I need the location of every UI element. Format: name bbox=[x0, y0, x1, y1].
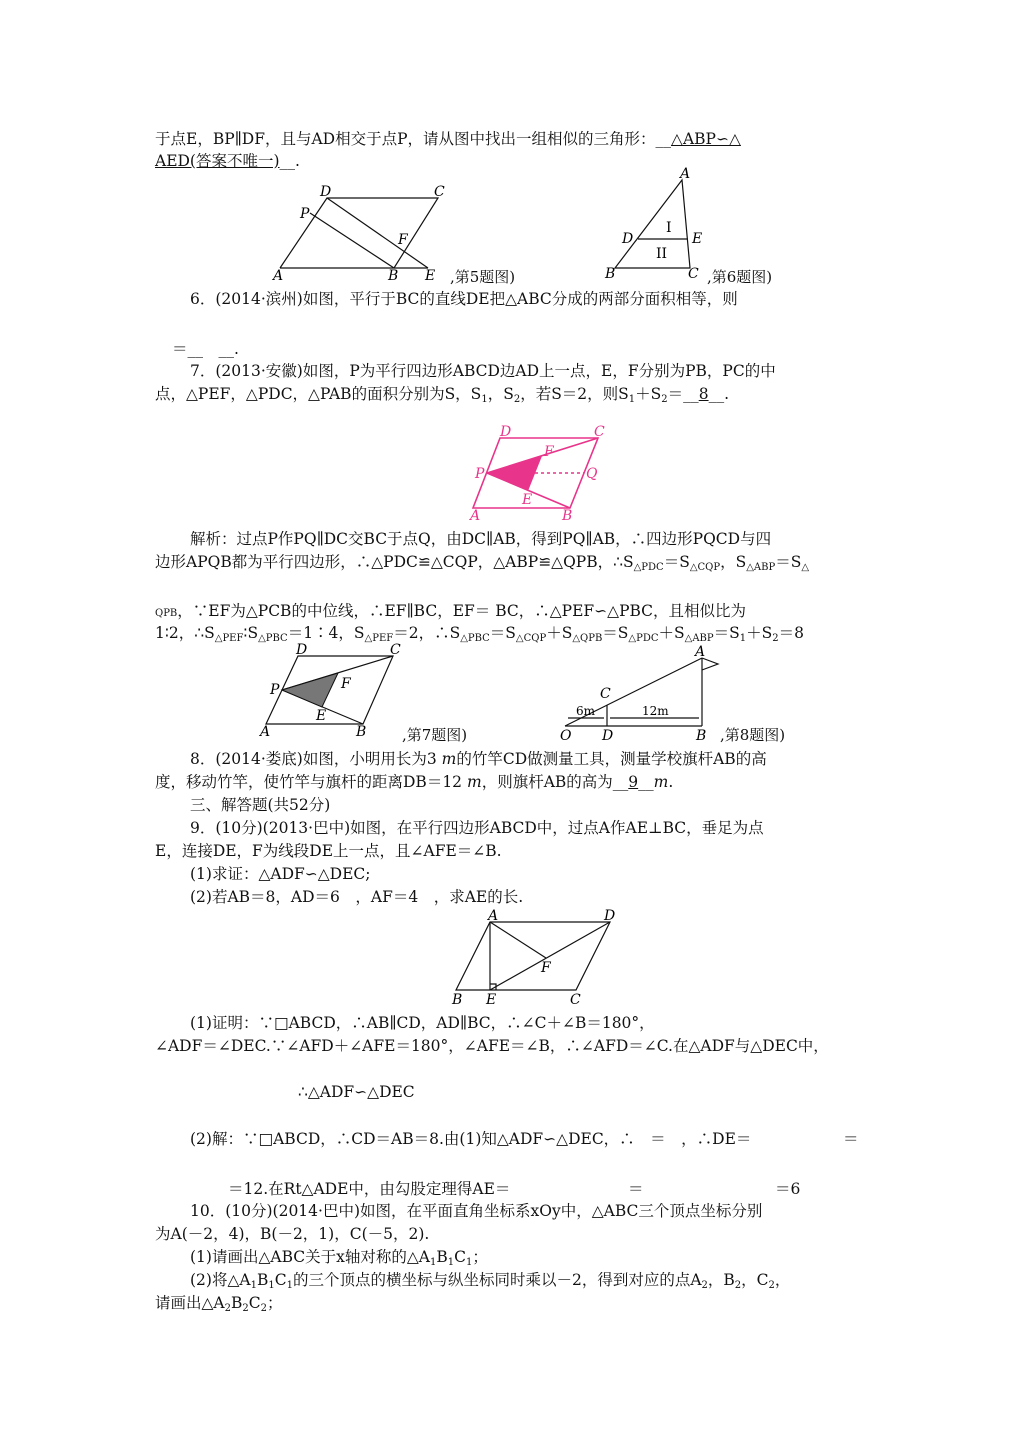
subscript: 2 bbox=[242, 1303, 249, 1314]
caption-fig7: ,第7题图) bbox=[402, 726, 468, 744]
label-p: P bbox=[300, 206, 310, 222]
question-10-line2: 为A(－2，4)，B(－2，1)，C(－5，2). bbox=[155, 1225, 430, 1243]
solution-line2 bbox=[155, 551, 809, 579]
answer: AED(答案不唯一) bbox=[155, 152, 280, 170]
unit: m bbox=[441, 750, 457, 768]
label-f: F bbox=[398, 232, 408, 248]
label-d: D bbox=[604, 908, 616, 924]
subscript: △PBC bbox=[258, 633, 288, 644]
section-heading: 三、解答题(共52分) bbox=[190, 796, 331, 814]
figure-7-colored bbox=[470, 424, 620, 524]
question-6 bbox=[190, 288, 738, 310]
label-f: F bbox=[541, 960, 551, 976]
question-10: 10．(10分)(2014·巴中)如图，在平面直角坐标系xOy中，△ABC三个顶点坐标分别 bbox=[190, 1202, 763, 1220]
proof-line2: ∠ADF＝∠DEC.∵∠AFD＋∠AFE＝180°，∠AFE＝∠B，∴∠AFD＝∠C.在△ADF与△DEC中， bbox=[155, 1037, 829, 1055]
text: (2)将△A bbox=[190, 1271, 251, 1289]
text: ＝S bbox=[602, 624, 629, 642]
text: ，则旗杆AB的高为__ bbox=[481, 773, 629, 791]
text: __. bbox=[708, 385, 729, 403]
label-d: D bbox=[622, 231, 634, 247]
subscript: 1 bbox=[286, 1280, 293, 1291]
text: 7．(2013·安徽)如图，P为平行四边形ABCD边AD上一点，E，F分别为PB，PC的中 bbox=[190, 362, 776, 380]
triangle-abc bbox=[615, 180, 690, 268]
label-e: E bbox=[692, 231, 703, 247]
label-d: D bbox=[602, 728, 614, 744]
text: (2)解：∵□ABCD，∴CD＝AB＝8.由(1)知△ADF∽△DEC，∴ ＝ ，∴DE＝ bbox=[190, 1130, 752, 1148]
text: ，若S＝2，则S bbox=[520, 385, 629, 403]
text: 1∶2，∴S bbox=[155, 624, 215, 642]
subscript: 1 bbox=[465, 1257, 473, 1268]
subscript: △ABP bbox=[684, 633, 714, 644]
text: ＝2，∴S bbox=[393, 624, 461, 642]
subscript: 1 bbox=[739, 633, 747, 644]
subscript: 2 bbox=[772, 633, 779, 644]
question-7 bbox=[190, 360, 776, 382]
triangle-pef bbox=[487, 456, 542, 491]
text: ＝S bbox=[489, 624, 516, 642]
label-p: P bbox=[475, 466, 485, 482]
solution-part2-line2: ＝12.在Rt△ADE中，由勾股定理得AE＝ bbox=[228, 1180, 511, 1198]
subscript: QPB bbox=[155, 608, 178, 619]
text: ＋S bbox=[546, 624, 573, 642]
solution-part2-result: ＝6 bbox=[775, 1180, 801, 1198]
label-c: C bbox=[688, 266, 699, 282]
segment-de bbox=[490, 922, 610, 990]
solution-part2-eq: ＝ bbox=[843, 1130, 859, 1148]
answer: △ABP∽△ bbox=[671, 130, 741, 148]
figure-5 bbox=[270, 184, 470, 284]
label-b: B bbox=[696, 728, 707, 744]
text: ＋S bbox=[746, 624, 773, 642]
label-f: F bbox=[544, 444, 554, 460]
label-e: E bbox=[316, 708, 327, 724]
text: ，C bbox=[741, 1271, 769, 1289]
text: 8．(2014·娄底)如图，小明用长为3 bbox=[190, 750, 442, 768]
unit: m bbox=[653, 773, 669, 791]
label-c: C bbox=[600, 686, 611, 702]
text: 请画出△A bbox=[155, 1294, 225, 1312]
text: C bbox=[454, 1248, 466, 1266]
label-12m: 12m bbox=[642, 704, 669, 718]
figure-8 bbox=[560, 644, 730, 744]
text: ＝__ __. bbox=[172, 340, 239, 358]
label-6m: 6m bbox=[576, 704, 596, 718]
text: ，S bbox=[487, 385, 514, 403]
text: . bbox=[668, 773, 674, 791]
label-f: F bbox=[341, 676, 351, 692]
text: B bbox=[231, 1294, 243, 1312]
text: B bbox=[256, 1271, 269, 1289]
label-a: A bbox=[273, 268, 284, 284]
text: 于点E，BP∥DF，且与AD相交于点P，请从图中找出一组相似的三角形：__ bbox=[155, 130, 672, 148]
unit: m bbox=[466, 773, 482, 791]
text: ，S bbox=[720, 553, 747, 571]
label-p: P bbox=[270, 682, 280, 698]
label-q: Q bbox=[586, 466, 598, 482]
text: C bbox=[274, 1271, 287, 1289]
question-9-part1: (1)求证：△ADF∽△DEC; bbox=[190, 865, 371, 883]
solution-part2 bbox=[190, 1128, 751, 1150]
question-9-part2: (2)若AB＝8，AD＝6 ，AF＝4 ，求AE的长. bbox=[190, 888, 524, 906]
subscript: 1 bbox=[628, 394, 636, 405]
subscript: 1 bbox=[268, 1280, 275, 1291]
question-6-answer bbox=[172, 338, 239, 360]
label-d: D bbox=[320, 184, 332, 200]
text: __. bbox=[279, 152, 300, 170]
text: 边形APQB都为平行四边形，∴△PDC≌△CQP，△ABP≌△QPB，∴S bbox=[155, 553, 634, 571]
label-c: C bbox=[434, 184, 445, 200]
subscript: 2 bbox=[701, 1280, 708, 1291]
question-8 bbox=[190, 748, 767, 770]
text: ＋S bbox=[658, 624, 685, 642]
text: ，∵EF为△PCB的中位线，∴EF∥BC，EF＝ BC，∴△PEF∽△PBC，且相似比为 bbox=[177, 602, 747, 620]
subscript: △QPB bbox=[572, 633, 603, 644]
text: ＝S bbox=[663, 553, 690, 571]
label-d: D bbox=[500, 424, 512, 440]
question-7-line2 bbox=[155, 383, 729, 411]
triangle-pef bbox=[282, 673, 338, 707]
text: C bbox=[248, 1294, 261, 1312]
subscript: 1 bbox=[250, 1280, 257, 1291]
figure-6 bbox=[600, 166, 710, 282]
text: ； bbox=[267, 1294, 283, 1312]
label-o: O bbox=[560, 728, 572, 744]
label-b: B bbox=[452, 992, 463, 1008]
segment-bp bbox=[310, 213, 394, 268]
label-b: B bbox=[562, 508, 573, 524]
label-e: E bbox=[522, 492, 533, 508]
text: ； bbox=[472, 1248, 488, 1266]
subscript: △ bbox=[801, 562, 810, 573]
question-10-part2-line2 bbox=[155, 1292, 283, 1320]
caption-fig8: ,第8题图) bbox=[720, 726, 786, 744]
label-c: C bbox=[390, 642, 401, 658]
text-line bbox=[155, 150, 300, 172]
label-region-i: I bbox=[666, 220, 672, 236]
text: ＝1∶4，S bbox=[287, 624, 365, 642]
text: (1)请画出△ABC关于x轴对称的△A bbox=[190, 1248, 430, 1266]
text: 的三个顶点的横坐标与纵坐标同时乘以－2，得到对应的点A bbox=[292, 1271, 702, 1289]
question-9: 9．(10分)(2013·巴中)如图，在平行四边形ABCD中，过点A作AE⊥BC，垂足为点 bbox=[190, 819, 764, 837]
figure-7 bbox=[258, 642, 408, 741]
text: 的竹竿CD做测量工具，测量学校旗杆AB的高 bbox=[456, 750, 767, 768]
subscript: 1 bbox=[429, 1257, 437, 1268]
label-a: A bbox=[695, 644, 706, 660]
label-c: C bbox=[594, 424, 605, 440]
label-c: C bbox=[570, 992, 581, 1008]
solution-line1 bbox=[190, 528, 771, 550]
subscript: △CQP bbox=[515, 633, 547, 644]
label-a: A bbox=[470, 508, 481, 524]
segment-pc bbox=[487, 438, 598, 473]
text: ＝S bbox=[713, 624, 740, 642]
label-b: B bbox=[605, 266, 616, 282]
question-8-line2 bbox=[155, 771, 673, 793]
label-region-ii: II bbox=[656, 246, 668, 262]
text: ∶S bbox=[243, 624, 259, 642]
question-9-line2: E，连接DE，F为线段DE上一点，且∠AFE＝∠B. bbox=[155, 842, 502, 860]
subscript: 2 bbox=[513, 394, 521, 405]
subscript: 2 bbox=[661, 394, 668, 405]
subscript: 2 bbox=[768, 1280, 775, 1291]
text: B bbox=[436, 1248, 448, 1266]
subscript: △PDC bbox=[633, 562, 664, 573]
text: __ bbox=[638, 773, 654, 791]
answer: 8 bbox=[698, 385, 709, 403]
label-b: B bbox=[356, 724, 367, 740]
label-a: A bbox=[680, 166, 691, 182]
subscript: △PDC bbox=[628, 633, 659, 644]
text: ＋S bbox=[635, 385, 662, 403]
subscript: 1 bbox=[447, 1257, 455, 1268]
subscript: 2 bbox=[224, 1303, 231, 1314]
subscript: 2 bbox=[734, 1280, 742, 1291]
label-e: E bbox=[486, 992, 497, 1008]
text: ， bbox=[774, 1271, 791, 1289]
proof-conclusion: ∴△ADF∽△DEC bbox=[298, 1083, 415, 1101]
label-a: A bbox=[488, 908, 499, 924]
label-e: E bbox=[425, 268, 436, 284]
text: 解析：过点P作PQ∥DC交BC于点Q，由DC∥AB，得到PQ∥AB，∴四边形PQCD与四 bbox=[190, 530, 772, 548]
text: 点，△PEF，△PDC，△PAB的面积分别为S，S bbox=[155, 385, 482, 403]
answer: 9 bbox=[628, 773, 639, 791]
subscript: 2 bbox=[260, 1303, 268, 1314]
caption-fig5: ,第5题图) bbox=[450, 268, 516, 286]
text: 度，移动竹竿，使竹竿与旗杆的距离DB＝12 bbox=[155, 773, 467, 791]
text: ，B bbox=[707, 1271, 735, 1289]
text: ＝S bbox=[775, 553, 802, 571]
parallelogram-abcd bbox=[456, 922, 610, 990]
subscript: △PBC bbox=[460, 633, 490, 644]
text: 6．(2014·滨州)如图，平行于BC的直线DE把△ABC分成的两部分面积相等，则 bbox=[190, 290, 738, 308]
proof-line1: (1)证明：∵□ABCD，∴AB∥CD，AD∥BC，∴∠C＋∠B＝180°， bbox=[190, 1014, 655, 1032]
label-d: D bbox=[296, 642, 308, 658]
solution-line4 bbox=[155, 622, 804, 650]
subscript: △CQP bbox=[689, 562, 721, 573]
figure-9 bbox=[448, 908, 628, 1008]
subscript: △PEF bbox=[364, 633, 394, 644]
subscript: △PEF bbox=[214, 633, 244, 644]
label-b: B bbox=[388, 268, 399, 284]
label-a: A bbox=[260, 724, 271, 740]
text-line bbox=[155, 128, 741, 150]
subscript: △ABP bbox=[746, 562, 776, 573]
text: ＝__ bbox=[667, 385, 699, 403]
segment-af bbox=[490, 922, 546, 958]
solution-part2-eq2: ＝ bbox=[628, 1180, 644, 1198]
text: ＝8 bbox=[778, 624, 805, 642]
caption-fig6: ,第6题图) bbox=[707, 268, 773, 286]
subscript: 1 bbox=[481, 394, 488, 405]
